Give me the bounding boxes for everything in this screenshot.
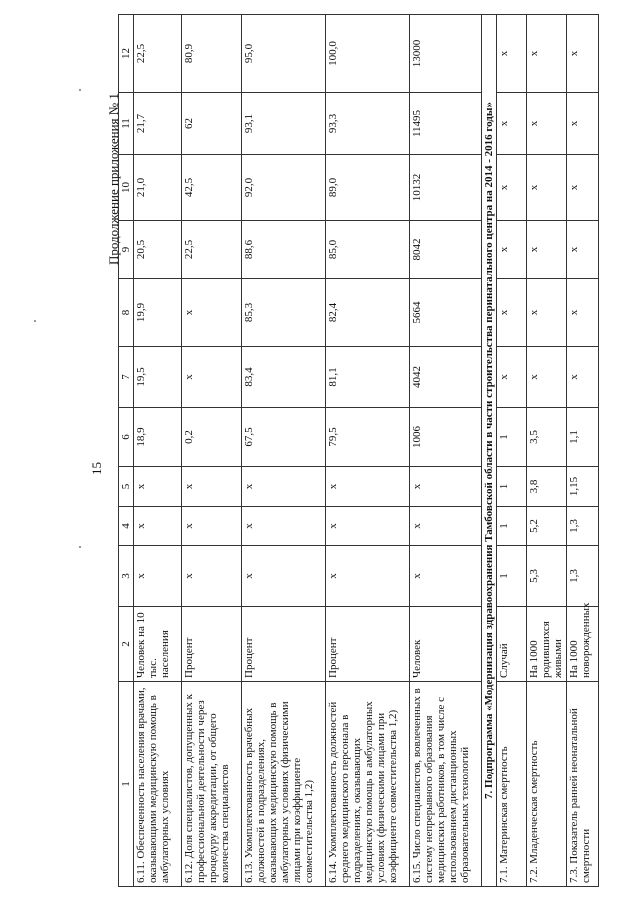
- section-title: 7. Подпрограмма «Модернизация здравоохранения Тамбовской области в части строительства перинатального центра на 2014 - 2016 годы»: [482, 15, 497, 887]
- unit-of-measure: Процент: [182, 607, 242, 682]
- indicator-value: 0,2: [182, 408, 242, 467]
- column-number: 4: [119, 507, 134, 546]
- indicator-value: 19,5: [134, 347, 182, 408]
- scan-speck: [79, 89, 81, 91]
- column-number: 12: [119, 15, 134, 93]
- indicator-value: х: [497, 15, 527, 93]
- indicator-value: х: [497, 347, 527, 408]
- indicator-value: х: [497, 155, 527, 221]
- unit-of-measure: Процент: [242, 607, 326, 682]
- indicator-value: 92,0: [242, 155, 326, 221]
- indicator-value: 4042: [410, 347, 482, 408]
- indicator-value: 1006: [410, 408, 482, 467]
- continuation-note: Продолжение приложения № 1: [106, 93, 121, 265]
- indicator-value: х: [567, 15, 599, 93]
- table-row: [242, 15, 326, 887]
- table-row: [410, 15, 482, 887]
- indicator-value: х: [182, 546, 242, 607]
- indicator-value: х: [527, 15, 567, 93]
- indicator-value: х: [527, 347, 567, 408]
- indicators-table: [118, 14, 599, 887]
- indicator-value: 1,3: [567, 546, 599, 607]
- indicator-value: х: [134, 467, 182, 507]
- indicator-value: х: [497, 221, 527, 279]
- indicator-value: 83,4: [242, 347, 326, 408]
- indicator-value: 88,6: [242, 221, 326, 279]
- indicator-value: 5,3: [527, 546, 567, 607]
- indicator-name: 6.14. Укомплектованность должностей среднего медицинского персонала в подразделениях, оказывающих медицинскую помощь в амбулаторных условиях (физическими лицами при коэффициенте совместительства 1,2): [326, 682, 410, 887]
- indicator-value: 21,0: [134, 155, 182, 221]
- indicator-name: 6.13. Укомплектованность врачебных должностей в подразделениях, оказывающих медицинскую помощь в амбулаторных условиях (физическими лицами при коэффициенте совместительства 1,2): [242, 682, 326, 887]
- indicator-value: х: [567, 155, 599, 221]
- indicator-name: 6.15. Число специалистов, вовлеченных в систему непрерывного образования медицинских работников, в том числе с использованием дистанционных образовательных технологий: [410, 682, 482, 887]
- table-row: [182, 15, 242, 887]
- indicator-value: х: [527, 221, 567, 279]
- unit-of-measure: Случай: [497, 607, 527, 682]
- indicator-value: х: [326, 467, 410, 507]
- indicator-value: 1: [497, 507, 527, 546]
- column-number: 11: [119, 93, 134, 155]
- indicator-value: х: [182, 467, 242, 507]
- indicator-value: х: [326, 507, 410, 546]
- indicator-value: 89,0: [326, 155, 410, 221]
- indicator-value: х: [497, 93, 527, 155]
- indicator-value: х: [182, 347, 242, 408]
- indicator-name: 6.12. Доля специалистов, допущенных к профессиональной деятельности через процедуру аккредитации, от общего количества специалистов: [182, 682, 242, 887]
- scan-speck: [79, 546, 81, 548]
- indicator-value: 81,1: [326, 347, 410, 408]
- column-number: 8: [119, 279, 134, 347]
- indicator-value: 3,8: [527, 467, 567, 507]
- indicator-value: 100,0: [326, 15, 410, 93]
- indicator-value: 19,9: [134, 279, 182, 347]
- indicator-value: 3,5: [527, 408, 567, 467]
- indicator-value: 79,5: [326, 408, 410, 467]
- table-row: [326, 15, 410, 887]
- table-row: [497, 15, 527, 887]
- indicator-value: 11495: [410, 93, 482, 155]
- column-number: 9: [119, 221, 134, 279]
- indicator-value: х: [134, 546, 182, 607]
- indicator-value: 20,5: [134, 221, 182, 279]
- indicator-value: 42,5: [182, 155, 242, 221]
- indicator-value: х: [497, 279, 527, 347]
- indicator-value: х: [410, 546, 482, 607]
- indicator-value: 13000: [410, 15, 482, 93]
- indicator-value: 1: [497, 467, 527, 507]
- indicator-value: 1,3: [567, 507, 599, 546]
- indicator-value: 1,1: [567, 408, 599, 467]
- indicator-value: 18,9: [134, 408, 182, 467]
- scan-speck: [34, 320, 36, 322]
- indicator-value: х: [527, 279, 567, 347]
- indicator-value: 22,5: [182, 221, 242, 279]
- indicator-value: х: [567, 279, 599, 347]
- indicator-value: 85,0: [326, 221, 410, 279]
- unit-of-measure: Процент: [326, 607, 410, 682]
- indicator-value: 1,15: [567, 467, 599, 507]
- indicator-value: х: [410, 467, 482, 507]
- column-number: 1: [119, 682, 134, 887]
- indicator-value: х: [326, 546, 410, 607]
- indicator-value: 8042: [410, 221, 482, 279]
- page-number: 15: [89, 462, 104, 475]
- section-row: [482, 15, 497, 887]
- column-number: 7: [119, 347, 134, 408]
- indicator-value: 85,3: [242, 279, 326, 347]
- indicator-value: х: [242, 546, 326, 607]
- indicator-value: х: [527, 93, 567, 155]
- indicator-value: 10132: [410, 155, 482, 221]
- indicator-value: 93,3: [326, 93, 410, 155]
- unit-of-measure: Человек на 10 тыс. населения: [134, 607, 182, 682]
- indicator-value: х: [567, 93, 599, 155]
- indicator-name: 7.2. Младенческая смертность: [527, 682, 567, 887]
- table-row: [527, 15, 567, 887]
- indicator-value: 93,1: [242, 93, 326, 155]
- indicator-value: 62: [182, 93, 242, 155]
- indicator-value: 22,5: [134, 15, 182, 93]
- indicator-value: 82,4: [326, 279, 410, 347]
- column-number: 10: [119, 155, 134, 221]
- table-row: [567, 15, 599, 887]
- indicator-value: 21,7: [134, 93, 182, 155]
- column-number: 2: [119, 607, 134, 682]
- indicator-value: х: [567, 347, 599, 408]
- column-number: 3: [119, 546, 134, 607]
- indicator-value: 1: [497, 408, 527, 467]
- indicator-value: х: [242, 467, 326, 507]
- indicator-value: 5,2: [527, 507, 567, 546]
- column-number: 5: [119, 467, 134, 507]
- unit-of-measure: На 1000 новорожденных: [567, 607, 599, 682]
- indicator-value: 1: [497, 546, 527, 607]
- column-number: 6: [119, 408, 134, 467]
- indicator-value: х: [527, 155, 567, 221]
- unit-of-measure: На 1000 родившихся живыми: [527, 607, 567, 682]
- indicator-name: 6.11. Обеспеченность населения врачами, оказывающими медицинскую помощь в амбулаторных условиях: [134, 682, 182, 887]
- indicator-name: 7.1. Материнская смертность: [497, 682, 527, 887]
- indicator-value: х: [134, 507, 182, 546]
- header-row: [119, 15, 134, 887]
- indicator-value: х: [182, 279, 242, 347]
- indicator-value: 95,0: [242, 15, 326, 93]
- indicator-value: х: [182, 507, 242, 546]
- indicator-value: 80,9: [182, 15, 242, 93]
- table-row: [134, 15, 182, 887]
- unit-of-measure: Человек: [410, 607, 482, 682]
- indicator-name: 7.3. Показатель ранней неонатальной смертности: [567, 682, 599, 887]
- indicator-value: х: [410, 507, 482, 546]
- indicator-value: 5664: [410, 279, 482, 347]
- indicator-value: х: [242, 507, 326, 546]
- indicator-value: х: [567, 221, 599, 279]
- indicator-value: 67,5: [242, 408, 326, 467]
